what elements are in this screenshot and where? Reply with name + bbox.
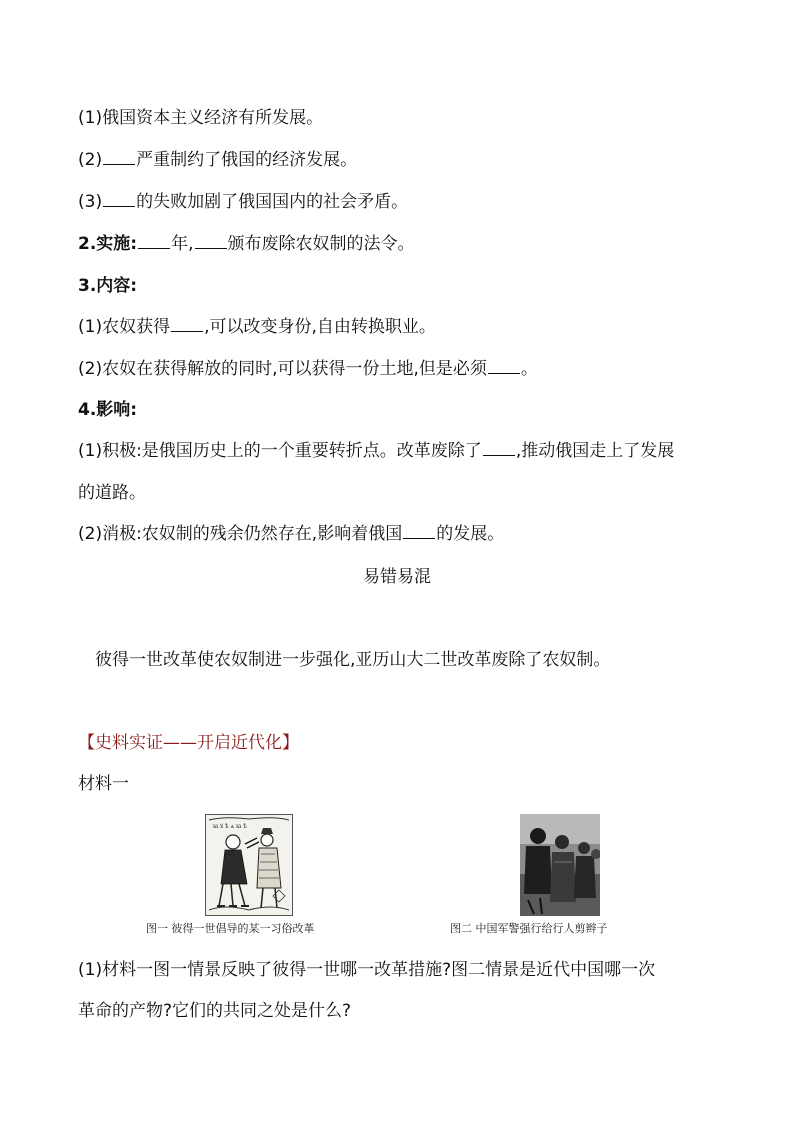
- woodcut-illustration: [205, 814, 293, 916]
- text-segment: (2)消极:农奴制的残余仍然存在,影响着俄国: [78, 524, 403, 544]
- easy-mistake-text: 彼得一世改革使农奴制进一步强化,亚历山大二世改革废除了农奴制。: [95, 650, 611, 670]
- section-heading: 2.实施:: [78, 234, 138, 254]
- text-segment: 年,: [171, 234, 194, 254]
- svg-text:ꙗ ꙋ ѣ ѧ ꙗ ѣ: ꙗ ꙋ ѣ ѧ ꙗ ѣ: [213, 823, 247, 830]
- text-segment: 。: [520, 359, 538, 379]
- text-segment: (3): [78, 192, 103, 212]
- figure-caption: 图二 中国军警强行给行人剪辫子: [450, 922, 608, 935]
- section-title: 【史料实证——开启近代化】: [78, 733, 299, 753]
- text-segment: (1)农奴获得: [78, 317, 171, 337]
- text-segment: 的发展。: [436, 524, 505, 544]
- fill-blank: [488, 357, 520, 374]
- text-line: [78, 232, 415, 256]
- text-segment: (1)积极:是俄国历史上的一个重要转折点。改革废除了: [78, 441, 482, 461]
- text-segment: (2): [78, 150, 103, 170]
- text-line: [78, 357, 538, 381]
- question-line: 革命的产物?它们的共同之处是什么?: [78, 1001, 352, 1021]
- section-heading: 4.影响:: [78, 400, 138, 420]
- fill-blank: [138, 232, 170, 249]
- historical-photo: [520, 814, 600, 916]
- text-segment: ,推动俄国走上了发展: [515, 441, 675, 461]
- text-line: (1)俄国资本主义经济有所发展。: [78, 108, 324, 128]
- fill-blank: [483, 439, 515, 456]
- section-heading: 3.内容:: [78, 276, 138, 296]
- text-line: [78, 439, 674, 463]
- text-segment: 颁布废除农奴制的法令。: [227, 234, 415, 254]
- text-line: [78, 315, 436, 339]
- text-line: 的道路。: [78, 483, 146, 503]
- text-segment: 严重制约了俄国的经济发展。: [136, 150, 358, 170]
- text-line: [78, 522, 504, 546]
- question-line: (1)材料一图一情景反映了彼得一世哪一改革措施?图二情景是近代中国哪一次: [78, 960, 656, 980]
- text-line: [78, 190, 408, 214]
- fill-blank: [403, 522, 435, 539]
- fill-blank: [103, 148, 135, 165]
- figure-caption: 图一 彼得一世倡导的某一习俗改革: [146, 922, 315, 935]
- material-label: 材料一: [78, 774, 129, 794]
- easy-mistake-title: 易错易混: [363, 567, 431, 587]
- fill-blank: [171, 315, 203, 332]
- text-segment: 的失败加剧了俄国国内的社会矛盾。: [136, 192, 409, 212]
- text-segment: ,可以改变身份,自由转换职业。: [204, 317, 436, 337]
- text-line: [78, 148, 357, 172]
- fill-blank: [195, 232, 227, 249]
- fill-blank: [103, 190, 135, 207]
- text-segment: (2)农奴在获得解放的同时,可以获得一份土地,但是必须: [78, 359, 487, 379]
